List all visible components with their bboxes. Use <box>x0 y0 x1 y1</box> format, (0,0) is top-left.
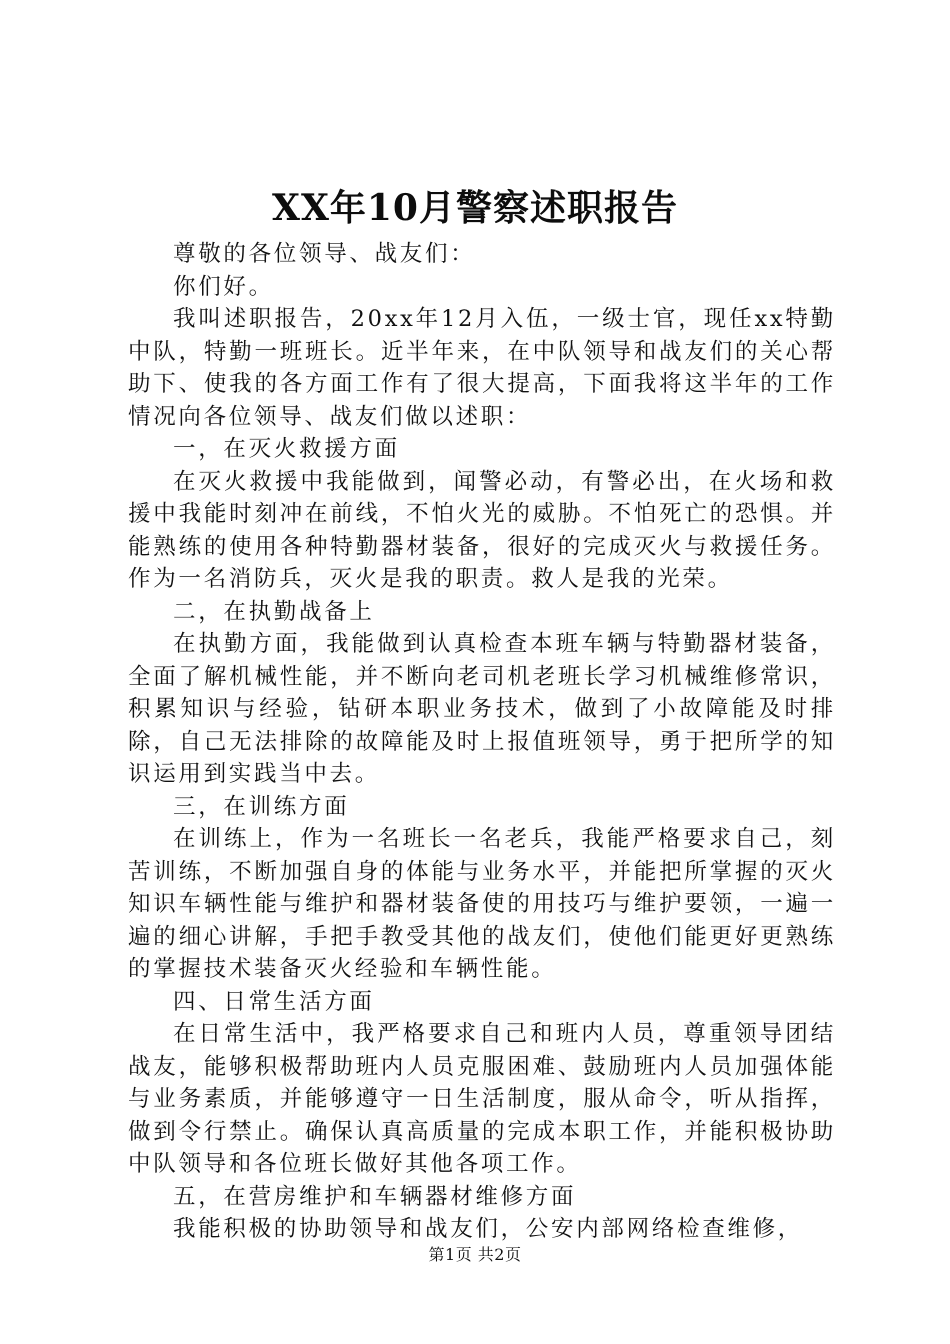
greeting: 你们好。 <box>173 273 274 300</box>
section-paragraph-1: 在灭火救援中我能做到，闻警必动，有警必出，在火场和救援中我能时刻冲在前线，不怕火光的威胁。不怕死亡的恐惧。并能熟练的使用各种特勤器材装备，很好的完成灭火与救援任务。作为一名消防兵，灭火是我的职责。救人是我的光荣。 <box>128 468 836 592</box>
section-paragraph-3: 在训练上，作为一名班长一名老兵，我能严格要求自己，刻苦训练，不断加强自身的体能与业务水平，并能把所掌握的灭火知识车辆性能与维护和器材装备使的用技巧与维护要领，一遍一遍的细心讲解，手把手教受其他的战友们，使他们能更好更熟练的掌握技术装备灭火经验和车辆性能。 <box>128 826 836 982</box>
intro-paragraph: 我叫述职报告，20xx年12月入伍，一级士官，现任xx特勤中队，特勤一班班长。近半年来，在中队领导和战友们的关心帮助下、使我的各方面工作有了很大提高，下面我将这半年的工作情况向各位领导、战友们做以述职： <box>128 306 836 430</box>
section-paragraph-2: 在执勤方面，我能做到认真检查本班车辆与特勤器材装备，全面了解机械性能，并不断向老司机老班长学习机械维修常识，积累知识与经验，钻研本职业务技术，做到了小故障能及时排除，自己无法排除的故障能及时上报值班领导，勇于把所学的知识运用到实践当中去。 <box>128 631 836 787</box>
section-heading-5: 五，在营房维护和车辆器材维修方面 <box>173 1183 577 1210</box>
section-heading-1: 一，在灭火救援方面 <box>173 436 400 462</box>
section-heading-2: 二，在执勤战备上 <box>173 598 375 625</box>
section-paragraph-5: 我能积极的协助领导和战友们，公安内部网络检查维修， <box>173 1216 804 1242</box>
section-heading-3: 三，在训练方面 <box>173 793 350 820</box>
section-paragraph-4: 在日常生活中，我严格要求自己和班内人员，尊重领导团结战友，能够积极帮助班内人员克服困难、鼓励班内人员加强体能与业务素质，并能够遵守一日生活制度，服从命令，听从指挥，做到令行禁止。确保认真高质量的完成本职工作，并能积极协助中队领导和各位班长做好其他各项工作。 <box>128 1021 836 1177</box>
document-title: XX年10月警察述职报告 <box>272 187 678 229</box>
salutation: 尊敬的各位领导、战友们： <box>173 241 476 267</box>
document-body <box>128 238 836 1246</box>
page-number-footer: 第1页 共2页 <box>428 1245 522 1264</box>
section-heading-4: 四、日常生活方面 <box>173 988 375 1015</box>
